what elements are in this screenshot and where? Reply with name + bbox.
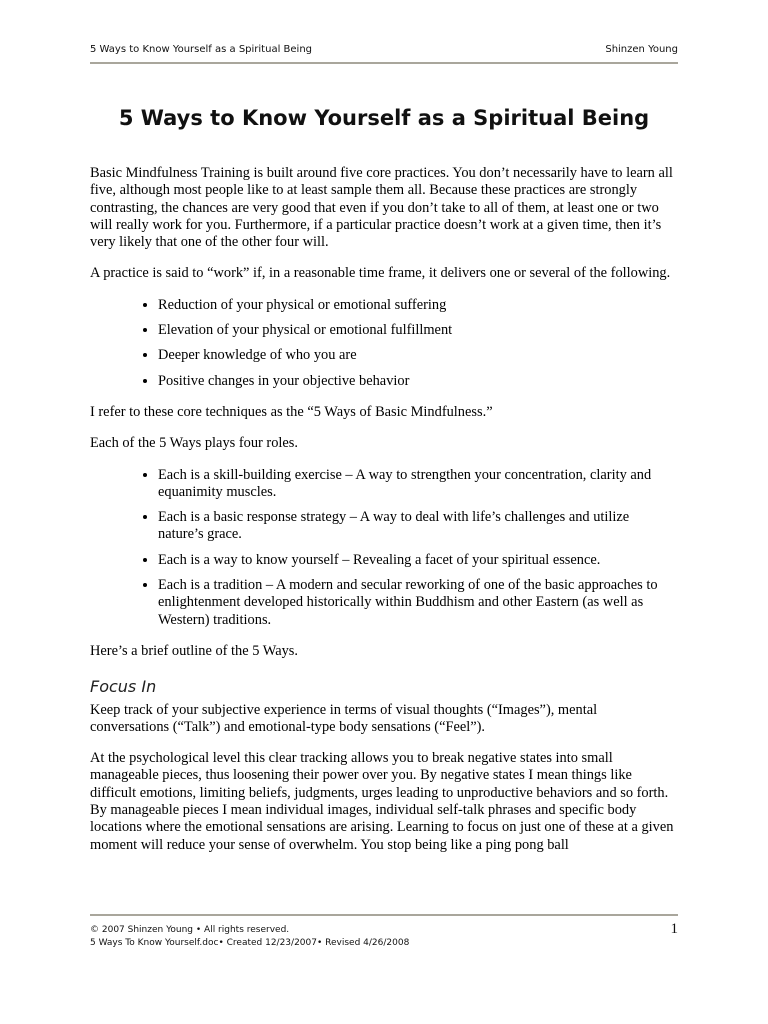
page-number: 1 [670, 921, 678, 937]
intro-paragraph: Basic Mindfulness Training is built around five core practices. You don’t necessarily have to learn all five, although most people like to at least sample them all. Because these practices are strongly contrasting, the chances are very good that even if you don’t take to all of them, at least one or two will really work for you. Furthermore, if a particular practice doesn’t work at a given time, then it’s very likely that one of the other four will. [90, 165, 673, 251]
list-item: • Each is a way to know yourself – Revealing a facet of your spiritual essence. [158, 552, 678, 569]
copyright-line: © 2007 Shinzen Young • All rights reserved. [90, 925, 290, 935]
running-header [90, 44, 678, 55]
document-body [90, 165, 678, 868]
file-info-line: 5 Ways To Know Yourself.doc• Created 12/23/2007• Revised 4/26/2008 [90, 938, 410, 948]
list-item: • Each is a basic response strategy – A way to deal with life’s challenges and utilize nature’s grace. [158, 509, 678, 544]
work-definition-paragraph: A practice is said to “work” if, in a reasonable time frame, it delivers one or several of the following. [90, 265, 671, 282]
benefits-list [90, 297, 678, 390]
list-item: • Deeper knowledge of who you are [158, 347, 678, 364]
roles-list [90, 467, 678, 629]
four-roles-paragraph: Each of the 5 Ways plays four roles. [90, 435, 298, 452]
list-item: • Each is a tradition – A modern and secular reworking of one of the basic approaches to enlightenment developed historically within Buddhism and other Eastern (as well as Western) traditions. [158, 577, 678, 629]
document-title: 5 Ways to Know Yourself as a Spiritual Being [118, 106, 650, 130]
header-rule [90, 62, 678, 64]
list-item: • Elevation of your physical or emotional fulfillment [158, 322, 678, 339]
focus-in-psychological-paragraph: At the psychological level this clear tracking allows you to break negative states into small manageable pieces, thus loosening their power over you. By negative states I mean things like difficult emotions, limiting beliefs, judgments, urges leading to unproductive behaviors and so forth. By manageable pieces I mean individual images, individual self-talk phrases and specific body locations where the emotional sensations are arising. Learning to focus on just one of these at a given moment will reduce your sense of overwhelm. You stop being like a ping pong ball [90, 750, 674, 853]
footer-rule [90, 914, 678, 916]
list-item: • Positive changes in your objective behavior [158, 373, 678, 390]
footer-info [90, 924, 409, 950]
list-item: • Reduction of your physical or emotional suffering [158, 297, 678, 314]
header-title: 5 Ways to Know Yourself as a Spiritual Being [90, 44, 313, 55]
focus-in-paragraph: Keep track of your subjective experience in terms of visual thoughts (“Images”), mental conversations (“Talk”) and emotional-type body sensations (“Feel”). [90, 701, 598, 735]
outline-paragraph: Here’s a brief outline of the 5 Ways. [90, 642, 298, 659]
list-item: • Each is a skill-building exercise – A way to strengthen your concentration, clarity and equanimity muscles. [158, 467, 678, 502]
section-heading-focus-in: Focus In [90, 677, 157, 697]
header-author: Shinzen Young [605, 44, 678, 55]
core-techniques-paragraph: I refer to these core techniques as the “5 Ways of Basic Mindfulness.” [90, 403, 493, 420]
